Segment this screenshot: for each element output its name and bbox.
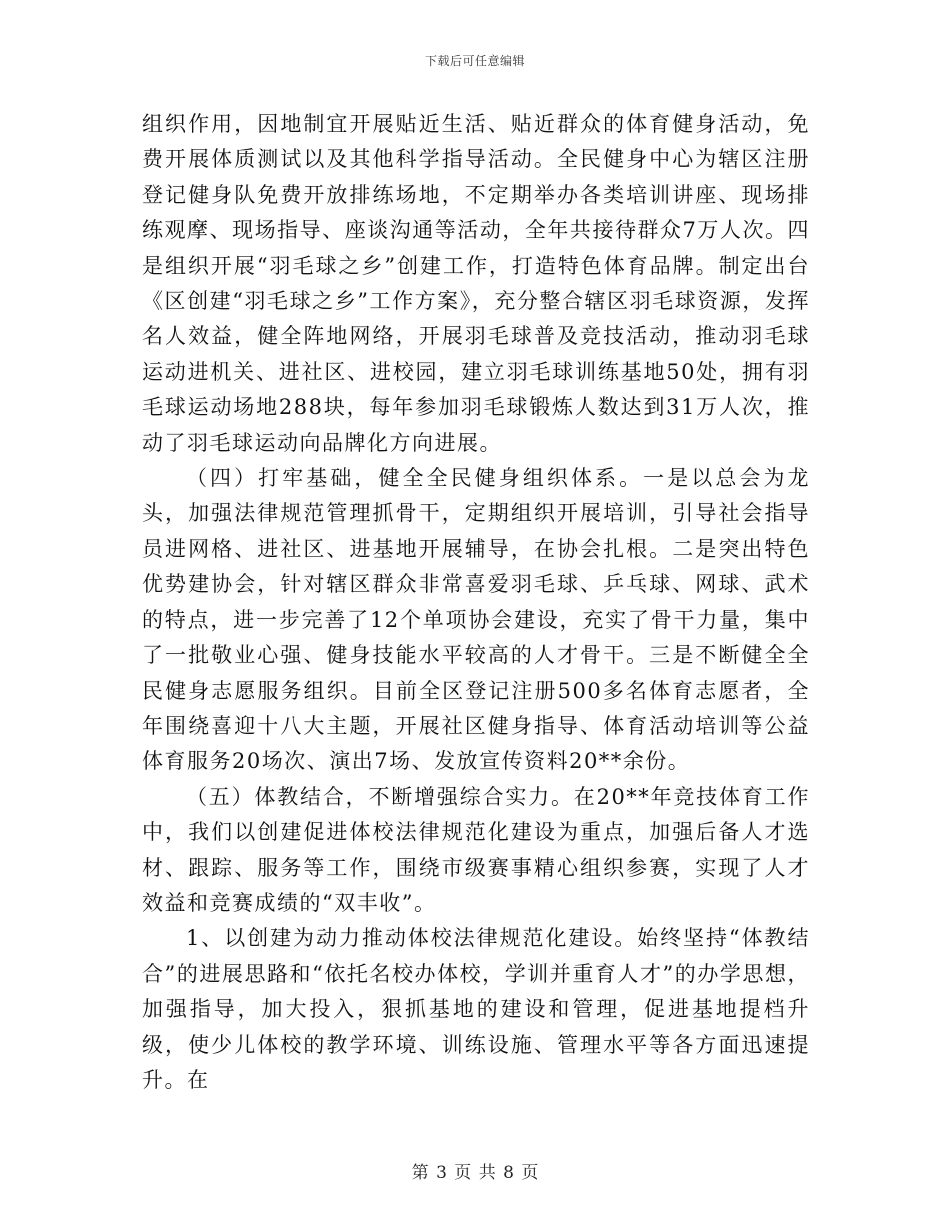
paragraph-section-five: （五）体教结合，不断增强综合实力。在20**年竞技体育工作中，我们以创建促进体校法律规范化建设为重点，加强后备人才选材、跟踪、服务等工作，围绕市级赛事精心组织参赛，实现了人才效益和竞赛成绩的“双丰收”。 — [142, 784, 810, 915]
document-body — [142, 107, 810, 1098]
page-number-footer: 第 3 页 共 8 页 — [411, 1163, 539, 1183]
paragraph-section-four: （四）打牢基础，健全全民健身组织体系。一是以总会为龙头，加强法律规范管理抓骨干，定期组织开展培训，引导社会指导员进网格、进社区、进基地开展辅导，在协会扎根。二是突出特色优势建协会，针对辖区群众非常喜爱羽毛球、乒乓球、网球、武术的特点，进一步完善了12个单项协会建设，充实了骨干力量，集中了一批敬业心强、健身技能水平较高的人才骨干。三是不断健全全民健身志愿服务组织。目前全区登记注册500多名体育志愿者，全年围绕喜迎十八大主题，开展社区健身指导、体育活动培训等公益体育服务20场次、演出7场、发放宣传资料20**余份。 — [142, 466, 810, 774]
page-header: 下载后可任意编辑 — [424, 54, 525, 68]
paragraph-item-one: 1、以创建为动力推动体校法律规范化建设。始终坚持“体教结合”的进展思路和“依托名校办体校，学训并重育人才”的办学思想，加强指导，加大投入，狠抓基地的建设和管理，促进基地提档升级，使少儿体校的教学环境、训练设施、管理水平等各方面迅速提升。在 — [142, 926, 810, 1092]
paragraph-continuation: 组织作用，因地制宜开展贴近生活、贴近群众的体育健身活动，免费开展体质测试以及其他科学指导活动。全民健身中心为辖区注册登记健身队免费开放排练场地，不定期举办各类培训讲座、现场排练观摩、现场指导、座谈沟通等活动，全年共接待群众7万人次。四是组织开展“羽毛球之乡”创建工作，打造特色体育品牌。制定出台《区创建“羽毛球之乡”工作方案》，充分整合辖区羽毛球资源，发挥名人效益，健全阵地网络，开展羽毛球普及竞技活动，推动羽毛球运动进机关、进社区、进校园，建立羽毛球训练基地50处，拥有羽毛球运动场地288块，每年参加羽毛球锻炼人数达到31万人次，推动了羽毛球运动向品牌化方向进展。 — [142, 112, 810, 455]
